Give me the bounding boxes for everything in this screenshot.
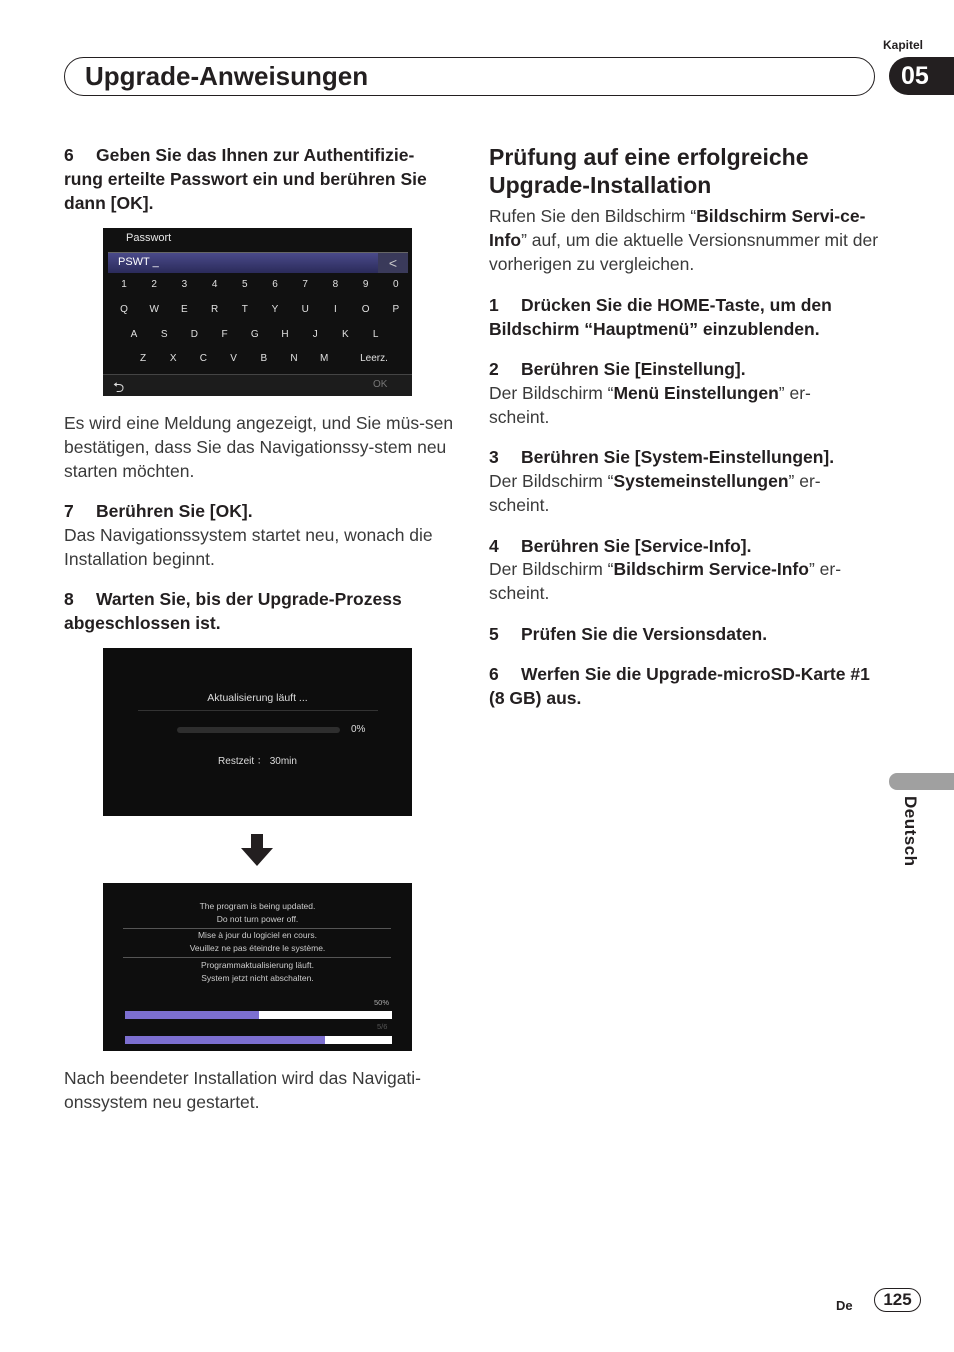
backspace-icon: < — [378, 253, 408, 273]
key-w: W — [149, 304, 159, 315]
step-number: 2 — [489, 359, 499, 379]
text: Der Bildschirm “ — [489, 559, 614, 579]
key-q: Q — [120, 304, 128, 315]
key-2: 2 — [151, 279, 157, 290]
check-step-5 — [489, 622, 879, 646]
key-e: E — [181, 304, 188, 315]
text: Rufen Sie den Bildschirm “ — [489, 206, 697, 226]
text: ” er-scheint. — [489, 559, 842, 603]
msg-de-1: Programmaktualisierung läuft. — [201, 960, 314, 970]
arrow-down-icon — [241, 834, 273, 866]
step-number: 3 — [489, 447, 499, 467]
key-m: M — [320, 353, 329, 364]
text: Der Bildschirm “ — [489, 383, 614, 403]
key-o: O — [361, 304, 370, 315]
language-tab-label: Deutsch — [901, 796, 920, 867]
password-keyboard-screenshot — [103, 228, 412, 396]
remaining-time: Restzeit ： 30min — [218, 756, 297, 767]
space-key: Leerz. — [360, 353, 388, 364]
key-i: I — [334, 304, 337, 315]
key-6: 6 — [272, 279, 278, 290]
check-step-6 — [489, 662, 879, 710]
key-v: V — [230, 353, 237, 364]
step-4-result — [489, 557, 869, 605]
key-1: 1 — [121, 279, 127, 290]
step-text: Berühren Sie [Einstellung]. — [521, 359, 746, 379]
check-step-2 — [489, 357, 879, 381]
key-g: G — [250, 329, 259, 340]
step-text: Warten Sie, bis der Upgrade-Prozess abgeschlossen ist. — [64, 589, 402, 633]
step-text: Berühren Sie [OK]. — [96, 501, 253, 521]
section-heading: Prüfung auf eine erfolgreiche Upgrade-Installation — [489, 144, 809, 198]
key-b: B — [260, 353, 268, 364]
key-7: 7 — [302, 279, 308, 290]
key-p: P — [392, 304, 400, 315]
text: ” er-scheint. — [489, 471, 821, 515]
paragraph-installation-done: Nach beendeter Installation wird das Navigati-onssystem neu gestartet. — [64, 1068, 421, 1112]
msg-de-2: System jetzt nicht abschalten. — [201, 973, 314, 983]
msg-en-1: The program is being updated. — [199, 901, 316, 911]
key-y: Y — [271, 304, 279, 315]
progress-bar-1 — [125, 1011, 392, 1019]
msg-fr-2: Veuillez ne pas éteindre le système. — [189, 943, 326, 953]
kapitel-label: Kapitel — [883, 38, 924, 52]
key-0: 0 — [393, 279, 399, 290]
progress-percent: 0% — [351, 724, 366, 735]
key-h: H — [281, 329, 289, 340]
step-3-result — [489, 469, 859, 517]
bar2-label: 5/6 — [377, 1022, 388, 1031]
step-8 — [64, 587, 449, 635]
keyboard-title: Passwort — [126, 232, 172, 244]
key-4: 4 — [211, 279, 218, 290]
step-2-result — [489, 381, 859, 429]
section-title: Upgrade-Anweisungen — [85, 61, 369, 91]
step-number: 7 — [64, 501, 74, 521]
key-3: 3 — [181, 279, 188, 290]
page-number: 125 — [874, 1288, 921, 1312]
key-x: X — [169, 353, 177, 364]
key-t: T — [241, 304, 248, 315]
key-9: 9 — [362, 279, 369, 290]
msg-fr-1: Mise à jour du logiciel en cours. — [197, 930, 318, 940]
check-step-4 — [489, 534, 879, 558]
key-c: C — [199, 353, 207, 364]
step-number: 8 — [64, 589, 74, 609]
update-progress-screenshot — [103, 648, 412, 816]
key-j: J — [312, 329, 318, 340]
progress-bar-1-fill — [125, 1011, 259, 1019]
language-code: De — [836, 1298, 853, 1313]
key-f: F — [221, 329, 228, 340]
paragraph-confirm-restart: Es wird eine Meldung angezeigt, und Sie müs-sen bestätigen, dass Sie das Navigationssy-stem neu starten möchten. — [64, 413, 454, 481]
bold-term: Menü Einstellungen — [613, 383, 779, 403]
progress-bar-2 — [125, 1036, 392, 1044]
keyboard-bottom-bar — [103, 374, 412, 396]
check-step-1 — [489, 293, 879, 341]
key-d: D — [190, 329, 198, 340]
key-u: U — [301, 304, 309, 315]
intro-paragraph — [489, 204, 879, 276]
password-input-value: PSWT _ — [118, 256, 159, 268]
step-text: Berühren Sie [Service-Info]. — [521, 536, 752, 556]
key-5: 5 — [242, 279, 248, 290]
progress-bar-2-fill — [125, 1036, 325, 1044]
divider — [138, 710, 378, 711]
text: ” er-scheint. — [489, 383, 811, 427]
bold-term: Bildschirm Servi-ce-Info — [489, 206, 866, 250]
step-number: 6 — [489, 664, 499, 684]
key-a: A — [130, 329, 138, 340]
key-l: L — [372, 329, 379, 340]
key-z: Z — [139, 353, 147, 364]
chapter-number: 05 — [889, 57, 954, 95]
step-text: Geben Sie das Ihnen zur Authentifizie-rung erteilte Passwort ein und berühren Sie dann [OK]. — [64, 145, 427, 213]
key-8: 8 — [332, 279, 339, 290]
step-7 — [64, 499, 449, 523]
key-k: K — [342, 329, 349, 340]
paragraph-restart: Das Navigationssystem startet neu, wonach die Installation beginnt. — [64, 525, 433, 569]
step-number: 6 — [64, 145, 74, 165]
language-tab-marker — [889, 773, 954, 790]
step-text: Berühren Sie [System-Einstellungen]. — [521, 447, 835, 467]
step-number: 4 — [489, 536, 499, 556]
bold-term: Bildschirm Service-Info — [613, 559, 809, 579]
key-s: S — [160, 329, 168, 340]
ok-key: OK — [373, 379, 388, 390]
bar1-label: 50% — [374, 998, 390, 1007]
bold-term: Systemeinstellungen — [613, 471, 789, 491]
progress-bar — [177, 727, 340, 733]
text: ” auf, um die aktuelle Versionsnummer mit der vorherigen zu vergleichen. — [489, 230, 879, 274]
password-input — [108, 252, 408, 273]
key-n: N — [290, 353, 298, 364]
step-text: Drücken Sie die HOME-Taste, um den Bildschirm “Hauptmenü” einzublenden. — [489, 295, 832, 339]
step-6 — [64, 143, 449, 215]
key-r: R — [210, 304, 219, 315]
progress-title: Aktualisierung läuft ... — [207, 692, 308, 704]
check-step-3 — [489, 445, 879, 469]
divider — [123, 957, 391, 958]
update-message-screenshot — [103, 883, 412, 1051]
return-icon: ⮌ — [113, 379, 125, 395]
msg-en-2: Do not turn power off. — [216, 914, 299, 924]
step-number: 1 — [489, 295, 499, 315]
step-number: 5 — [489, 624, 499, 644]
text: Der Bildschirm “ — [489, 471, 614, 491]
step-text: Werfen Sie die Upgrade-microSD-Karte #1 (8 GB) aus. — [489, 664, 870, 708]
step-text: Prüfen Sie die Versionsdaten. — [521, 624, 768, 644]
